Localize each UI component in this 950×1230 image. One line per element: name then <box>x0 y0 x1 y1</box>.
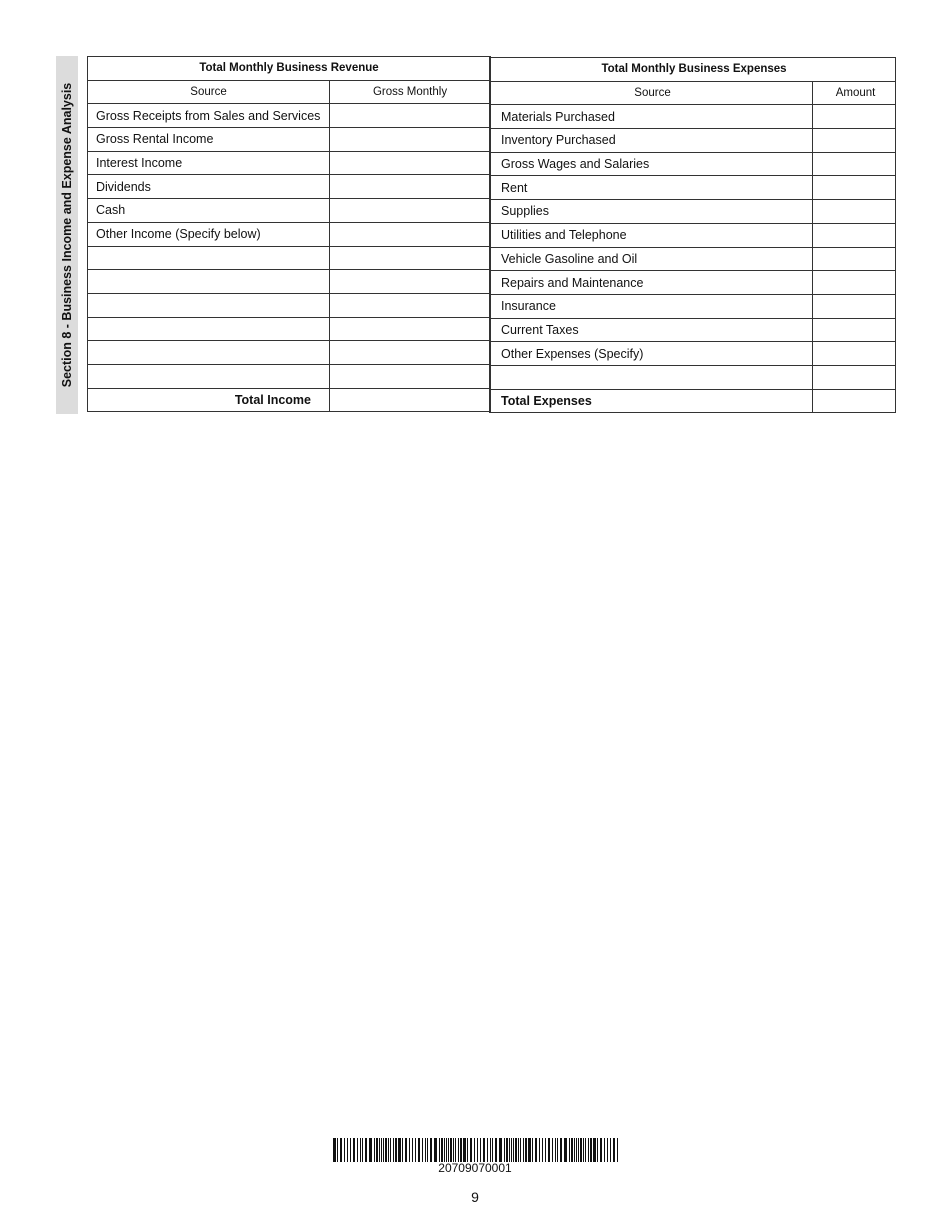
table-row <box>88 222 491 246</box>
revenue-amount-input[interactable] <box>330 270 491 294</box>
revenue-source: Interest Income <box>88 151 330 175</box>
table-row <box>88 199 491 223</box>
table-row <box>88 128 491 152</box>
expense-source-input[interactable] <box>490 365 813 389</box>
table-row <box>88 317 491 341</box>
expense-source: Materials Purchased <box>490 105 813 129</box>
section-tab-label: Section 8 - Business Income and Expense Analysis <box>60 82 74 388</box>
revenue-source: Cash <box>88 199 330 223</box>
expense-source: Insurance <box>490 294 813 318</box>
table-row <box>490 294 896 318</box>
table-row <box>490 342 896 366</box>
expense-amount-input[interactable] <box>813 105 896 129</box>
expense-amount-input[interactable] <box>813 294 896 318</box>
revenue-source-input[interactable] <box>88 270 330 294</box>
total-income-input[interactable] <box>330 388 491 412</box>
table-row <box>490 318 896 342</box>
revenue-title: Total Monthly Business Revenue <box>88 57 491 81</box>
revenue-amount-input[interactable] <box>330 151 491 175</box>
total-income-label: Total Income <box>88 388 330 412</box>
expense-source: Other Expenses (Specify) <box>490 342 813 366</box>
table-row <box>88 293 491 317</box>
expense-source: Repairs and Maintenance <box>490 271 813 295</box>
revenue-amount-input[interactable] <box>330 317 491 341</box>
table-row <box>88 246 491 270</box>
expense-amount-input[interactable] <box>813 129 896 153</box>
revenue-amount-input[interactable] <box>330 293 491 317</box>
expenses-table <box>489 57 896 413</box>
revenue-source-input[interactable] <box>88 246 330 270</box>
expense-amount-input[interactable] <box>813 342 896 366</box>
total-row <box>88 388 491 412</box>
expense-amount-input[interactable] <box>813 223 896 247</box>
table-row <box>88 364 491 388</box>
revenue-source-input[interactable] <box>88 364 330 388</box>
revenue-source: Gross Receipts from Sales and Services <box>88 104 330 128</box>
revenue-amount-input[interactable] <box>330 222 491 246</box>
revenue-source-input[interactable] <box>88 341 330 365</box>
revenue-amount-input[interactable] <box>330 364 491 388</box>
expenses-title: Total Monthly Business Expenses <box>490 58 896 82</box>
table-row <box>490 247 896 271</box>
revenue-source: Dividends <box>88 175 330 199</box>
expense-source: Supplies <box>490 200 813 224</box>
expense-source: Current Taxes <box>490 318 813 342</box>
table-row <box>88 270 491 294</box>
revenue-amount-input[interactable] <box>330 104 491 128</box>
page-number: 9 <box>471 1189 479 1205</box>
table-row <box>88 175 491 199</box>
table-row <box>88 151 491 175</box>
revenue-source-input[interactable] <box>88 293 330 317</box>
expense-source: Gross Wages and Salaries <box>490 152 813 176</box>
expense-amount-input[interactable] <box>813 247 896 271</box>
expense-source: Vehicle Gasoline and Oil <box>490 247 813 271</box>
revenue-amount-input[interactable] <box>330 341 491 365</box>
revenue-amount-input[interactable] <box>330 175 491 199</box>
expense-source: Inventory Purchased <box>490 129 813 153</box>
table-row <box>490 271 896 295</box>
expenses-col-amount: Amount <box>813 81 896 105</box>
expense-amount-input[interactable] <box>813 318 896 342</box>
section-tab <box>56 56 78 414</box>
revenue-col-source: Source <box>88 80 330 104</box>
expense-amount-input[interactable] <box>813 152 896 176</box>
barcode-icon <box>333 1138 621 1162</box>
expense-amount-input[interactable] <box>813 365 896 389</box>
expense-source: Utilities and Telephone <box>490 223 813 247</box>
expense-source: Rent <box>490 176 813 200</box>
expense-amount-input[interactable] <box>813 271 896 295</box>
total-expenses-input[interactable] <box>813 389 896 413</box>
revenue-col-gross-monthly: Gross Monthly <box>330 80 491 104</box>
table-row <box>490 365 896 389</box>
expense-amount-input[interactable] <box>813 200 896 224</box>
table-row <box>490 176 896 200</box>
table-row <box>490 223 896 247</box>
barcode-number: 20709070001 <box>438 1161 512 1175</box>
expense-amount-input[interactable] <box>813 176 896 200</box>
table-row <box>88 104 491 128</box>
table-row <box>490 129 896 153</box>
table-row <box>490 152 896 176</box>
table-row <box>490 105 896 129</box>
revenue-amount-input[interactable] <box>330 128 491 152</box>
revenue-table <box>87 56 491 412</box>
revenue-source: Other Income (Specify below) <box>88 222 330 246</box>
expenses-col-source: Source <box>490 81 813 105</box>
table-row <box>88 341 491 365</box>
table-row <box>490 200 896 224</box>
revenue-source: Gross Rental Income <box>88 128 330 152</box>
total-row <box>490 389 896 413</box>
revenue-amount-input[interactable] <box>330 246 491 270</box>
revenue-amount-input[interactable] <box>330 199 491 223</box>
revenue-source-input[interactable] <box>88 317 330 341</box>
total-expenses-label: Total Expenses <box>490 389 813 413</box>
